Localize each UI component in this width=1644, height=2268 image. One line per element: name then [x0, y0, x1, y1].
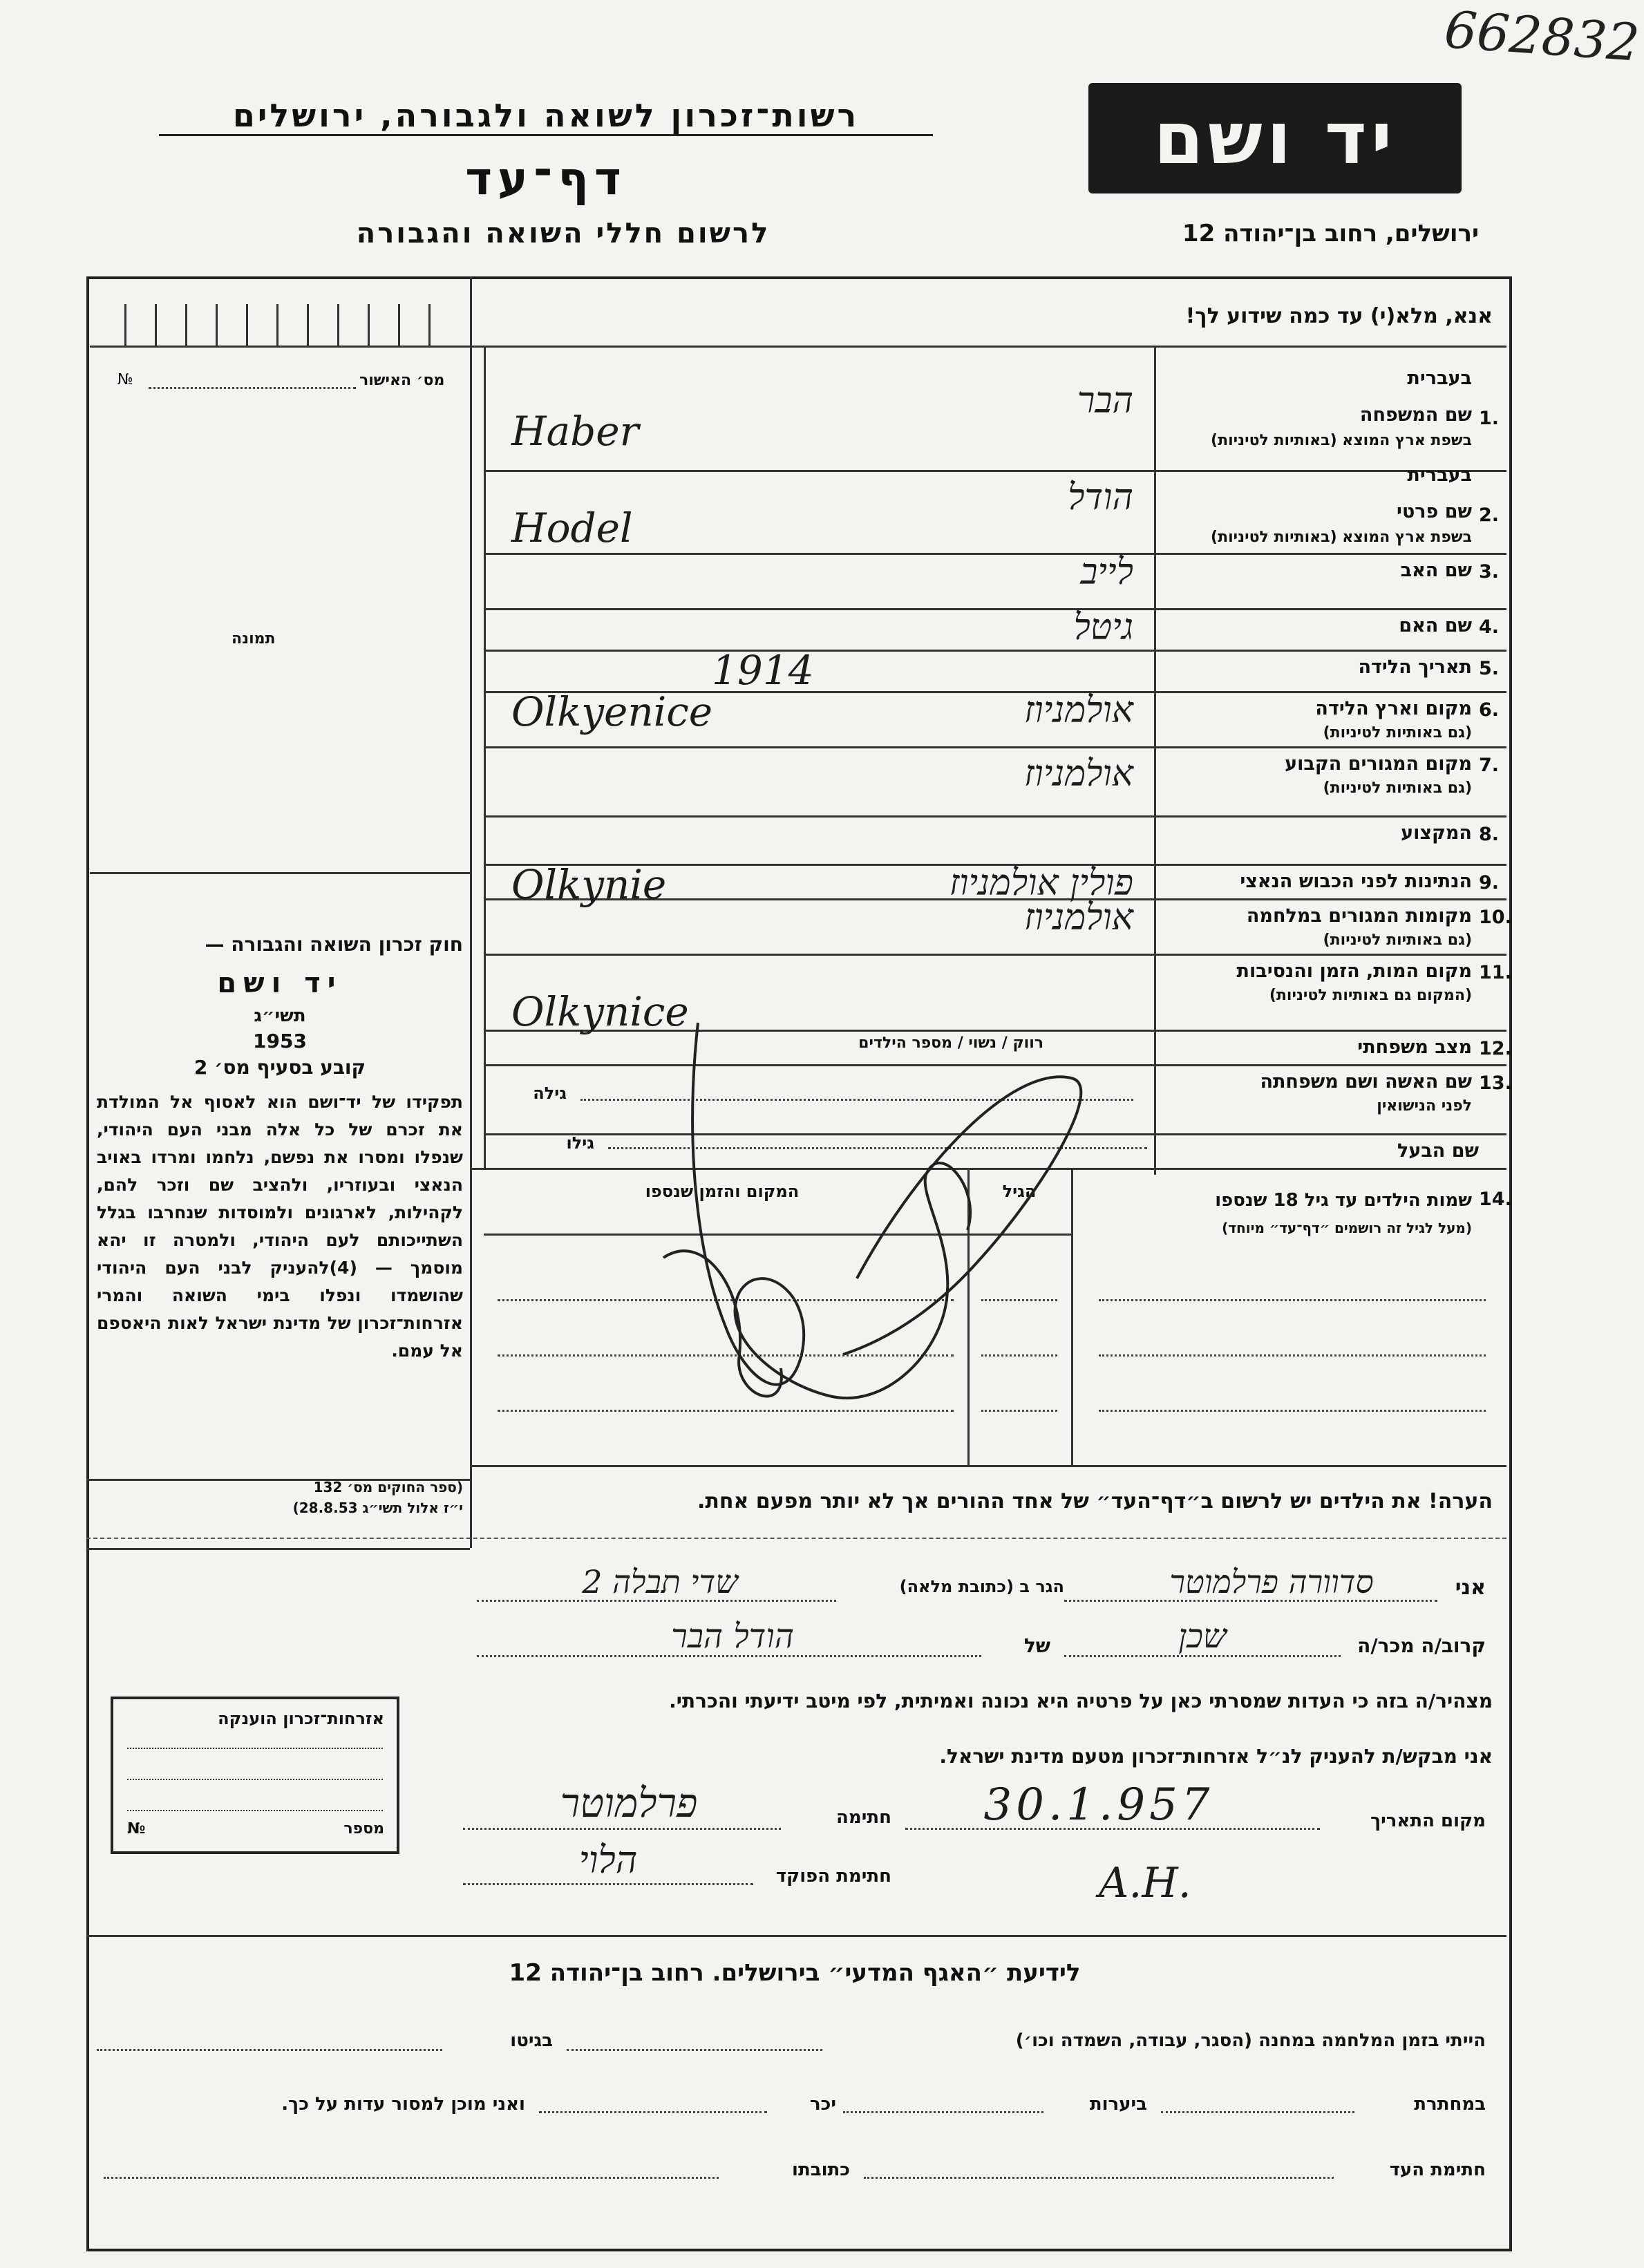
resident-label: הגר ב (כתובת מלאה): [899, 1577, 1064, 1596]
field-label: המקצוע: [1401, 822, 1472, 844]
field-number: 8.: [1479, 824, 1500, 845]
law-section: קובע בסעיף מס׳ 2: [193, 1056, 366, 1079]
field-value-latin: Olkyenice: [511, 688, 713, 735]
field-number: 13.: [1479, 1072, 1512, 1094]
citizenship-stamp-box: [111, 1697, 399, 1854]
field-sublabel: בשפת ארץ המוצא (באותיות לטיניות): [1211, 432, 1472, 449]
law-name: יד ושם: [217, 967, 343, 999]
field-label: מקום המות, הזמן והנסיבות: [1236, 961, 1472, 982]
field-number: 2.: [1479, 504, 1500, 526]
field-sublabel: (גם באותיות לטיניות): [1323, 779, 1472, 797]
husband-label: שם הבעל: [1397, 1140, 1479, 1162]
field-number: 6.: [1479, 699, 1500, 721]
footer-address-label: כתובתו: [792, 2160, 850, 2180]
relation-label: קרוב/ה מכר/ה: [1357, 1634, 1486, 1657]
declaration-i: אני: [1455, 1576, 1486, 1600]
footer-forests-label: ביערות: [1089, 2094, 1147, 2115]
field-number: 4.: [1479, 616, 1500, 638]
field-value-hebrew: אולמניוז: [1023, 897, 1133, 938]
handwritten-scribble: [622, 967, 1119, 1451]
field-label: שם פרטי: [1397, 501, 1472, 522]
field-label: תאריך הלידה: [1358, 656, 1472, 678]
field-label: הנתינות לפני הכבוש הנאצי: [1240, 871, 1472, 892]
field-label: מצב משפחתי: [1357, 1037, 1472, 1058]
law-year-heb: תשי״ג: [254, 1005, 306, 1026]
marital-options: רווק / נשוי / מספר הילדים: [858, 1034, 1043, 1052]
law-heading: חוק זכרון השואה והגבורה —: [205, 933, 463, 956]
field-label: שם האם: [1399, 615, 1472, 636]
form-note: הערה! את הילדים יש לרשום ב״דף־העד״ של אחד ההורים אך לא יותר מפעם אחת.: [697, 1489, 1493, 1513]
witness-signature: פרלמוטר: [560, 1779, 698, 1826]
field-value-hebrew: אולמניוז: [1023, 753, 1133, 795]
field-number: 10.: [1479, 907, 1512, 928]
field-value-latin: Haber: [511, 408, 639, 455]
footer-ghetto-label: בגיטו: [510, 2030, 553, 2051]
photo-label: תמונה: [232, 630, 276, 648]
footer-willing-label: ואני מוכן למסור עדות על כך.: [281, 2094, 525, 2115]
field-label: מקום המגורים הקבוע: [1285, 753, 1472, 775]
header-address: ירושלים, רחוב בן־יהודה 12: [1182, 220, 1479, 247]
footer-witness-signature-label: חתימת העד: [1389, 2160, 1486, 2180]
footer-camp-label: הייתי בזמן המלחמה במחנה (הסגר, עבודה, השמדה וכו׳): [1015, 2030, 1486, 2051]
children-place-header: המקום והזמן שנספו: [645, 1182, 800, 1201]
of-value: הודל הבר: [671, 1617, 794, 1656]
field-value-hebrew: לייב: [1080, 551, 1133, 593]
law-year: 1953: [253, 1030, 307, 1052]
law-ref2: י״ז אלול תשי״ג 28.8.53): [292, 1500, 463, 1516]
field-number: 9.: [1479, 872, 1500, 894]
law-text: תפקידו של יד־ושם הוא לאסוף אל המולדת את זכרם של כל אלה מבני העם היהודי, שנפלו ומסרו את נפשם, נלחמו ומרדו באויב הנאצי ובעוזריו, ולהציב שם וזכר להם, לקהילות, לארגונים ולמוסדות שנחרבו בגלל השתייכותם לעם היהודי, ולמטרה זו יהא מוסמך — (4)להעניק לבני העם היהודי שהושמדו ונפלו בימי השואה והמרי אזרחות־זכרון של מדינת ישראל לאות היאספם אל עמם.: [97, 1092, 463, 1361]
page-subtitle: לרשום חללי השואה והגבורה: [356, 218, 771, 249]
stamp-title: אזרחות־זכרון הוענקה: [218, 1709, 384, 1728]
field-number: 5.: [1479, 658, 1500, 679]
law-ref1: (ספר החוקים מס׳ 132: [313, 1479, 463, 1495]
stamp-symbol: №: [127, 1820, 146, 1837]
field-sublabel: לפני הנישואין: [1377, 1097, 1472, 1115]
field-label: שם האב: [1400, 560, 1472, 581]
field-value-latin: 1914: [712, 647, 814, 694]
cert-number-label: מס׳ האישור: [359, 372, 445, 389]
officer-label: חתימת הפוקד: [775, 1866, 891, 1887]
hebrew-label: בעברית: [1407, 464, 1472, 486]
children-label: שמות הילדים עד גיל 18 שנספו: [1215, 1190, 1472, 1211]
children-sub: (מעל לגיל זה רושמים ״דף־עד״ מיוחד): [1222, 1220, 1472, 1236]
place-date-label: מקום התאריך: [1370, 1811, 1486, 1831]
field-sublabel: (גם באותיות לטיניות): [1323, 932, 1472, 949]
logo-box: [1088, 83, 1462, 193]
witness-address: שדי תבלה 2: [582, 1563, 738, 1600]
field-value-latin: Hodel: [511, 504, 633, 551]
witness-name: סדוורה פרלמוטר: [1169, 1563, 1374, 1600]
field-label: שם המשפחה: [1359, 404, 1472, 426]
tick-marks: [124, 304, 456, 346]
husband-age-label: גילו: [566, 1133, 594, 1153]
signature-label: חתימה: [836, 1807, 891, 1828]
field-number: 12.: [1479, 1038, 1512, 1059]
stamp-number-label: מספר: [343, 1820, 384, 1837]
field-number: 11.: [1479, 962, 1512, 983]
declaration-statement: מצהיר/ה בזה כי העדות שמסרתי כאן על פרטיה היא נכונה ואמיתית, לפי מיטב ידיעתי והכרתי.: [669, 1690, 1493, 1712]
of-label: של: [1023, 1634, 1050, 1657]
field-label: מקומות המגורים במלחמה: [1246, 905, 1472, 927]
footer-underground-label: במחתרת: [1414, 2094, 1486, 2115]
field-value-hebrew: הבר: [1077, 380, 1133, 422]
field-number: 1.: [1479, 408, 1500, 429]
field-value-hebrew: גיטל: [1073, 607, 1133, 648]
field-sublabel: (גם באותיות לטיניות): [1323, 724, 1472, 741]
page-title: דף־עד: [465, 152, 627, 205]
children-age-header: הגיל: [1002, 1182, 1037, 1201]
field-value-latin: Olkynice: [511, 988, 689, 1035]
field-number: 7.: [1479, 755, 1500, 776]
footer-other-label: יכר: [809, 2094, 836, 2115]
declaration-request: אני מבקש/ת להעניק לנ״ל אזרחות־זכרון מטעם מדינת ישראל.: [939, 1745, 1493, 1768]
age-label: גילה: [533, 1084, 567, 1103]
officer-initials: A.H.: [1099, 1859, 1191, 1907]
archive-number: 662832: [1442, 0, 1642, 73]
date-value: 30.1.957: [983, 1779, 1214, 1831]
relation-value: שכן: [1178, 1617, 1227, 1656]
field-number: 3.: [1479, 561, 1500, 583]
children-num: 14.: [1479, 1189, 1512, 1210]
field-label: שם האשה ושם משפחתה: [1260, 1071, 1472, 1093]
field-sublabel: (המקום גם באותיות לטיניות): [1269, 987, 1472, 1004]
form-instruction: אנא, מלא(י) עד כמה שידוע לך!: [1185, 304, 1493, 328]
officer-signature: הלוי: [578, 1838, 638, 1882]
footer-title: לידיעת ״האגף המדעי״ בירושלים. רחוב בן־יהודה 12: [509, 1959, 1081, 1987]
field-value-hebrew: הודל: [1068, 477, 1133, 518]
field-value-latin: Olkynie: [511, 861, 667, 908]
field-value-hebrew: אולמניוז: [1023, 690, 1133, 731]
org-line: רשות־זכרון לשואה ולגבורה, ירושלים: [159, 97, 933, 136]
field-sublabel: בשפת ארץ המוצא (באותיות לטיניות): [1211, 529, 1472, 546]
logo-text: יד ושם: [1153, 96, 1397, 180]
cert-symbol: №: [117, 371, 133, 388]
field-value-hebrew: פולין אולמניוז: [949, 862, 1133, 904]
field-label: מקום וארץ הלידה: [1315, 698, 1472, 719]
hebrew-label: בעברית: [1407, 368, 1472, 389]
